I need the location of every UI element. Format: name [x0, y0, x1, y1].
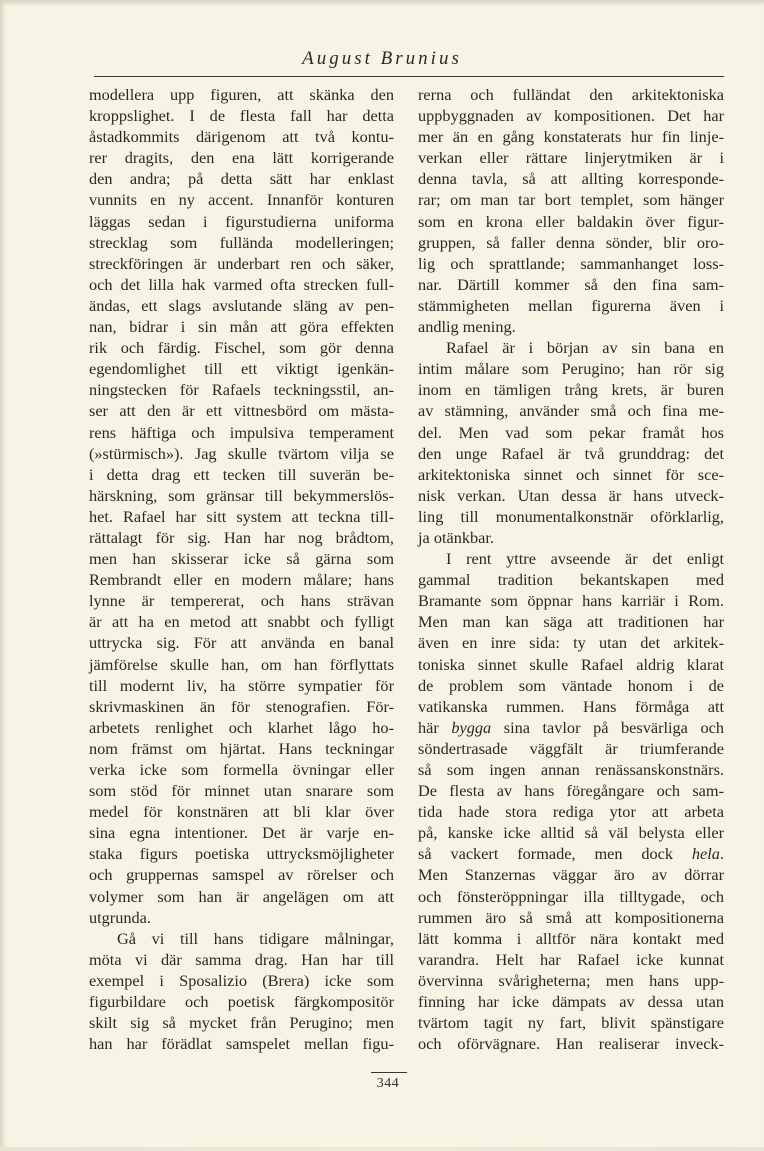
- text-line: av stämning, använder små och fina me-: [418, 401, 724, 421]
- text-line: tida hade stora rediga ytor att arbeta: [418, 802, 724, 822]
- text-line: jämförelse skulle han, om han förflyttats: [89, 654, 394, 674]
- text-line: stämmigheten mellan figurerna även i: [418, 295, 724, 315]
- text-line: söndertrasade väggfält är triumferande: [418, 738, 724, 758]
- running-head: August Brunius: [302, 48, 462, 69]
- text-line: ändas, ett slags avslutande släng av pen-: [89, 295, 394, 315]
- text-line: och det lilla hak varmed ofta strecken full-: [89, 274, 394, 294]
- text-line: verka icke som formella övningar eller: [89, 760, 394, 779]
- text-line: inom en tämligen trång krets, är buren: [418, 380, 724, 400]
- text-line: [418, 843, 724, 864]
- text-line: gruppen, så faller denna sönder, blir oro-: [418, 232, 724, 252]
- text-line: och gruppernas samspel av rörelser och: [89, 865, 394, 885]
- text-segment: sina tavlor på besvärliga och: [491, 717, 724, 737]
- text-column-left: [89, 84, 394, 1054]
- text-line: i detta drag ett tecken till suverän be-: [89, 464, 394, 484]
- text-line: läggas sedan i figurstudierna uniforma: [89, 211, 394, 231]
- folio-rule: [371, 1072, 407, 1073]
- text-line: som stöd för minnet utan snarare som: [89, 781, 394, 801]
- text-line: kroppslighet. I de flesta fall har detta: [89, 106, 394, 126]
- text-line: Gå vi till hans tidigare målningar,: [117, 928, 394, 948]
- text-line: [418, 717, 724, 738]
- text-line: så som ingen annan renässanskonstnärs.: [418, 760, 724, 779]
- text-line: skrivmaskinen än för stenografien. För-: [89, 696, 394, 716]
- text-line: rens häftiga och impulsiva temperament: [89, 422, 394, 442]
- text-line: streckföringen är underbart ren och säker,: [89, 253, 394, 273]
- text-line: rättalagt för sig. Han har nog brådtom,: [89, 527, 394, 547]
- text-line: nan, bidrar i sin mån att göra effekten: [89, 317, 394, 337]
- text-line: rik och färdig. Fischel, som gör denna: [89, 338, 394, 358]
- text-line: medel för konstnären att bli klar över: [89, 802, 394, 822]
- text-line: Rafael är i början av sin bana en: [446, 338, 724, 358]
- text-line: mer än en gång konstaterats hur fin linje-: [418, 127, 724, 147]
- text-line: och oförvägnare. Han realiserar inveck-: [418, 1034, 724, 1054]
- text-line: lig och sprattlande; sammanhanget loss-: [418, 253, 724, 273]
- text-line: (»stürmisch»). Jag skulle tvärtom vilja se: [89, 443, 394, 463]
- text-line: rer dragits, den ena lätt korrigerande: [89, 148, 394, 168]
- text-line: Bramante som öppnar hans karriär i Rom.: [418, 591, 724, 611]
- text-line: utgrunda.: [89, 907, 151, 927]
- text-line: nisk verkan. Utan dessa är hans utveck-: [418, 485, 724, 505]
- text-line: vatikanska rummen. Hans förmåga att: [418, 696, 724, 716]
- text-line: den andra; på detta sätt har enklast: [89, 169, 394, 189]
- text-line: tvärtom tagit ny fart, blivit spänstigare: [418, 1013, 724, 1033]
- text-line: ling till monumentalkonstnär oförklarlig,: [418, 506, 724, 526]
- text-line: uppbyggnaden av kompositionen. Det har: [418, 106, 724, 126]
- italic-emphasis: hela: [691, 844, 720, 864]
- page-number: 344: [376, 1076, 400, 1091]
- text-line: volymer som han är angelägen om att: [89, 886, 394, 906]
- text-line: de problem som väntade honom i de: [418, 675, 724, 695]
- text-line: nom främst om hjärtat. Hans teckningar: [89, 738, 394, 758]
- text-line: del. Men vad som pekar framåt hos: [418, 422, 724, 442]
- text-line: Men Stanzernas väggar äro av dörrar: [418, 865, 724, 885]
- text-segment: här: [418, 717, 452, 737]
- text-line: andlig mening.: [418, 317, 516, 337]
- text-line: men han skisserar icke så gärna som: [89, 549, 394, 569]
- text-line: rerna och fulländat den arkitektoniska: [418, 85, 724, 104]
- text-line: staka figurs poetiska uttrycksmöjligheter: [89, 844, 394, 864]
- text-line: exempel i Sposalizio (Brera) icke som: [89, 970, 394, 990]
- text-line: verkan eller rättare linjerytmiken är i: [418, 148, 724, 168]
- text-line: sina egna intentioner. Det är varje en-: [89, 823, 394, 843]
- text-line: varandra. Helt har Rafael icke kunnat: [418, 949, 724, 969]
- text-line: arbetets renlighet och klarhet lågo ho-: [89, 717, 394, 737]
- text-segment: .: [719, 844, 724, 864]
- text-line: rar; om man tar bort templet, som hänger: [418, 190, 724, 210]
- text-line: finning har icke dämpats av dessa utan: [418, 992, 724, 1012]
- text-line: härskning, som gränsar till bekymmerslös-: [89, 485, 394, 505]
- text-line: egendomlighet till ett viktigt igenkän-: [89, 359, 394, 379]
- text-line: ja otänkbar.: [418, 527, 494, 547]
- text-line: modellera upp figuren, att skänka den: [89, 85, 394, 104]
- text-line: åstadkommits därigenom att två kontu-: [89, 127, 394, 147]
- text-line: nar. Därtill kommer så den fina sam-: [418, 274, 724, 294]
- text-line: gammal tradition bekantskapen med: [418, 570, 724, 590]
- text-line: på, kanske icke alltid så väl belysta eller: [418, 823, 724, 843]
- text-line: den unge Rafael är två grunddrag: det: [418, 443, 724, 463]
- text-segment: så vackert formade, men dock: [418, 844, 692, 864]
- scan-edge: [0, 1147, 764, 1151]
- text-line: möta vi där samma drag. Han har till: [89, 949, 394, 969]
- text-line: till modernt liv, ha större sympatier för: [89, 675, 394, 695]
- text-line: toniska sinnet skulle Rafael aldrig klarat: [418, 654, 724, 674]
- text-line: het. Rafael har sitt system att teckna till-: [89, 506, 394, 526]
- text-line: rummen äro så små att kompositionerna: [418, 907, 724, 927]
- text-line: som en krona eller baldakin över figur-: [418, 211, 724, 231]
- text-line: ser att den är ett vittnesbörd om mästa-: [89, 401, 394, 421]
- text-line: arkitektoniska sinnet och sinnet för sce-: [418, 464, 724, 484]
- text-line: och fönsteröppningar illa tilltygade, och: [418, 886, 724, 906]
- text-line: vunnits en ny accent. Innanför konturen: [89, 190, 394, 210]
- header-rule: [94, 76, 724, 77]
- text-line: även en inre sida: ty utan det arkitek-: [418, 633, 724, 653]
- text-line: lätt komma i alltför nära kontakt med: [418, 928, 724, 948]
- text-line: Rembrandt eller en modern målare; hans: [89, 570, 394, 590]
- text-line: är att ha en metod att snabbt och fylligt: [89, 612, 394, 632]
- text-line: intim målare som Perugino; han rör sig: [418, 359, 724, 379]
- text-line: denna tavla, så att allting korresponde-: [418, 169, 724, 189]
- text-line: ningstecken för Rafaels teckningsstil, an-: [89, 380, 394, 400]
- text-line: I rent yttre avseende är det enligt: [446, 549, 724, 569]
- text-column-right: [418, 84, 724, 1054]
- text-line: figurbildare och poetisk färgkompositör: [89, 992, 394, 1012]
- text-line: De flesta av hans föregångare och sam-: [418, 781, 724, 801]
- text-line: uttrycka sig. För att använda en banal: [89, 633, 394, 653]
- italic-emphasis: bygga: [451, 717, 492, 737]
- text-line: övervinna svårigheterna; men hans upp-: [418, 970, 724, 990]
- text-line: strecklag som fullända modelleringen;: [89, 232, 394, 252]
- text-line: lynne är tempererat, och hans strävan: [89, 591, 394, 611]
- text-line: skilt sig så mycket från Perugino; men: [89, 1013, 394, 1033]
- text-line: Men man kan säga att traditionen har: [418, 612, 724, 632]
- text-line: han har förädlat samspelet mellan figu-: [89, 1034, 394, 1054]
